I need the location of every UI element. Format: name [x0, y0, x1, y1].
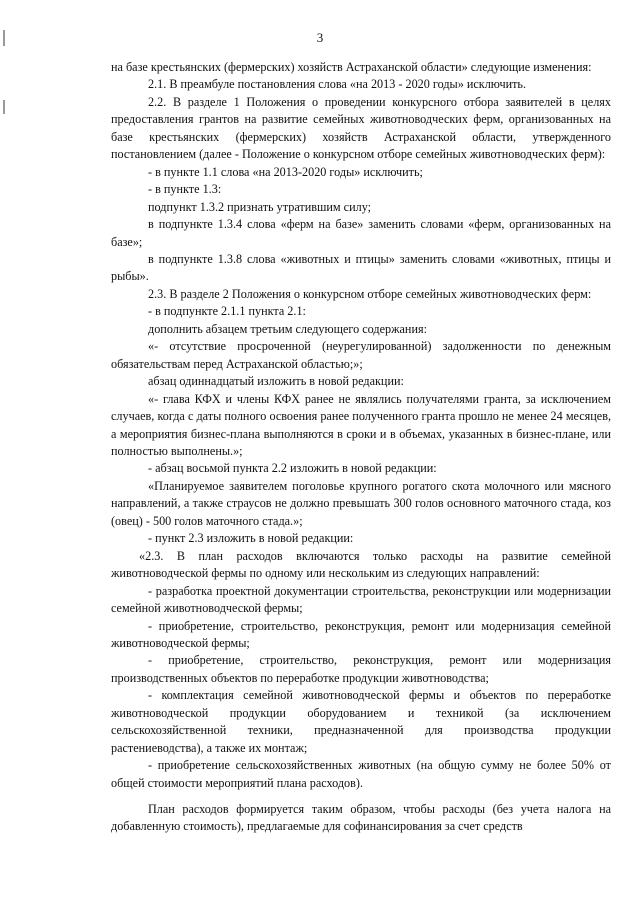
paragraph: абзац одиннадцатый изложить в новой редакции:	[148, 374, 404, 389]
paragraph: - приобретение, строительство, реконструкция, ремонт или модернизация семейной животноводческой фермы;	[111, 618, 611, 650]
paragraph: дополнить абзацем третьим следующего содержания:	[148, 321, 427, 336]
paragraph: «Планируемое заявителем поголовье крупного рогатого скота молочного или мясного направлений, а также страусов не должно превышать 300 голов основного маточного стада, коз (овец) - 500 голов маточного стада.»;	[111, 478, 611, 528]
scan-edge-mark	[3, 100, 5, 114]
paragraph: - в подпункте 2.1.1 пункта 2.1:	[148, 304, 306, 319]
paragraph: - приобретение, строительство, реконструкция, ремонт или модернизация производственных объектов по переработке продукции животноводства;	[111, 653, 611, 685]
paragraph: - комплектация семейной животноводческой фермы и объектов по переработке животноводческой продукции оборудованием и техникой (за исключением сельскохозяйственной техники, предназначенной для производства продукции растениеводства), а также их монтаж;	[111, 688, 611, 755]
paragraph: - разработка проектной документации строительства, реконструкции или модернизации семейной животноводческой фермы;	[111, 583, 611, 616]
paragraph: подпункт 1.3.2 признать утратившим силу;	[148, 199, 372, 214]
paragraph: - в пункте 1.3:	[148, 182, 222, 197]
document-body	[111, 59, 611, 836]
paragraph: - приобретение сельскохозяйственных животных (на общую сумму не более 50% от общей стоимости мероприятий плана расходов).	[111, 758, 611, 790]
paragraph: «2.3. В план расходов включаются только расходы на развитие семейной животноводческой фермы по одному или нескольким из следующих направлений:	[111, 548, 611, 581]
page-number: 3	[316, 30, 324, 45]
paragraph: - в пункте 1.1 слова «на 2013-2020 годы» исключить;	[148, 164, 423, 179]
paragraph: на базе крестьянских (фермерских) хозяйств Астраханской области» следующие изменения:	[111, 60, 592, 74]
paragraph: 2.1. В преамбуле постановления слова «на 2013 - 2020 годы» исключить.	[148, 77, 527, 92]
paragraph: «- отсутствие просроченной (неурегулированной) задолженности по денежным обязательствам перед Астраханской областью;»;	[111, 339, 611, 371]
paragraph: - абзац восьмой пункта 2.2 изложить в новой редакции:	[148, 461, 437, 476]
paragraph: - пункт 2.3 изложить в новой редакции:	[148, 531, 354, 546]
paragraph: в подпункте 1.3.4 слова «ферм на базе» заменить словами «ферм, организованных на базе»;	[111, 217, 611, 249]
paragraph: 2.2. В разделе 1 Положения о проведении конкурсного отбора заявителей в целях предоставления грантов на развитие семейных животноводческих ферм, организованных на базе крестьянских (фермерских) хозяйств Астраханской области, утвержденного постановлением (далее - Положение о конкурсном отборе семейных животноводческих ферм):	[111, 94, 611, 162]
paragraph: План расходов формируется таким образом, чтобы расходы (без учета налога на добавленную стоимость), предлагаемые для софинансирования за счет средств	[111, 802, 611, 834]
paragraph: «- глава КФХ и члены КФХ ранее не являлись получателями гранта, за исключением случаев, когда с даты полного освоения ранее полученного гранта прошло не менее 24 месяцев, а мероприятия бизнес-плана выполняются в сроки и в объемах, указанных в бизнес-плане, или полностью выполнены.»;	[111, 391, 611, 458]
paragraph: в подпункте 1.3.8 слова «животных и птицы» заменить словами «животных, птицы и рыбы».	[111, 251, 611, 284]
paragraph: 2.3. В разделе 2 Положения о конкурсном отборе семейных животноводческих ферм:	[148, 286, 592, 301]
